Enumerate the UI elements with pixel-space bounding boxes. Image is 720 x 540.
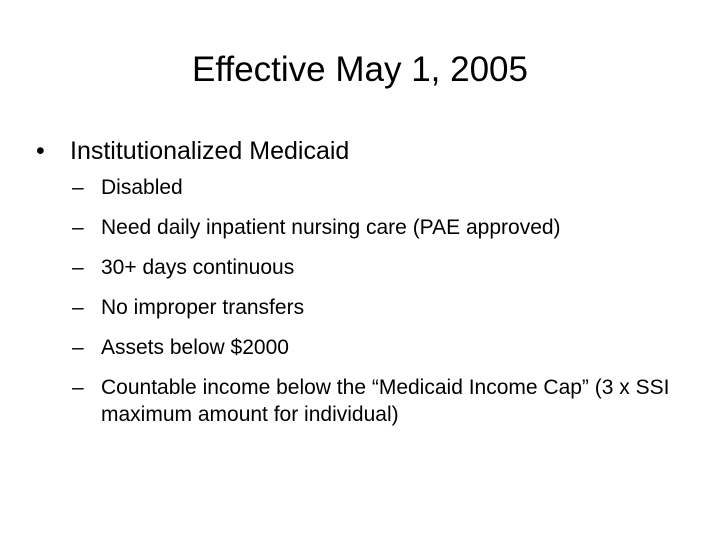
- sub-bullet-item: [72, 174, 692, 201]
- dash-marker: –: [72, 256, 84, 279]
- sub-bullet-text: Assets below $2000: [101, 336, 289, 359]
- sub-bullet-item: [72, 374, 692, 428]
- sub-bullet-text: No improper transfers: [101, 296, 305, 319]
- sub-bullet-text: 30+ days continuous: [101, 256, 295, 279]
- bullet-item: [36, 132, 349, 170]
- slide-title: Effective May 1, 2005: [192, 50, 528, 89]
- sub-bullet-text: Need daily inpatient nursing care (PAE approved): [101, 216, 561, 239]
- bullet-marker: •: [36, 137, 45, 165]
- sub-bullet-item: [72, 214, 692, 241]
- sub-bullet-item: [72, 334, 692, 361]
- sub-bullet-text: Countable income below the “Medicaid Income Cap” (3 x SSI maximum amount for individual): [101, 376, 670, 426]
- sub-bullet-item: [72, 294, 692, 321]
- dash-marker: –: [72, 296, 84, 319]
- bullet-text: Institutionalized Medicaid: [70, 137, 350, 165]
- sub-bullet-text: Disabled: [101, 176, 183, 199]
- dash-marker: –: [72, 336, 84, 359]
- dash-marker: –: [72, 176, 84, 199]
- dash-marker: –: [72, 216, 84, 239]
- dash-marker: –: [72, 376, 84, 399]
- sub-bullet-item: [72, 254, 692, 281]
- sub-bullet-list: [72, 174, 692, 441]
